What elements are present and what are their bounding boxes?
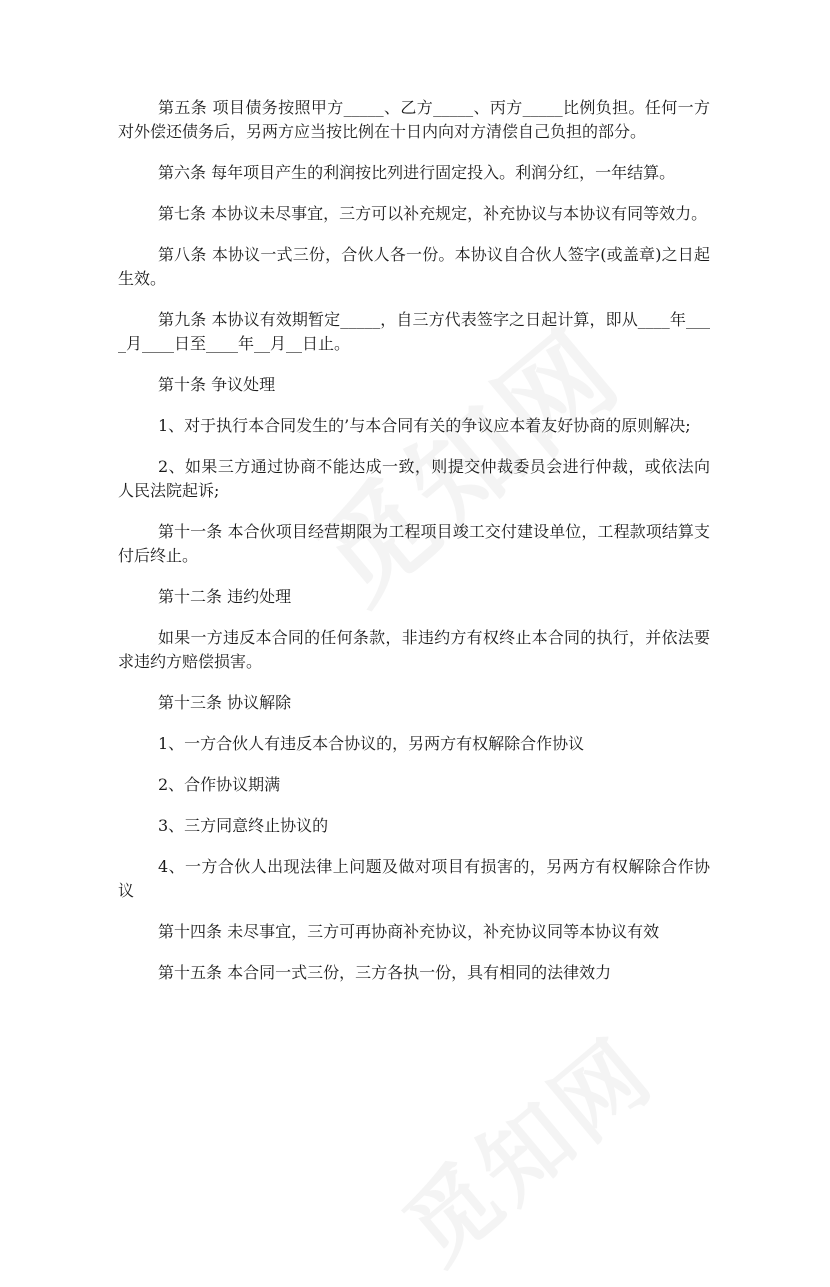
article-6: 第六条 每年项目产生的利润按比列进行固定投入。利润分红，一年结算。 [158,163,676,182]
article-11: 第十一条 本合伙项目经营期限为工程项目竣工交付建设单位，工程款项结算支付后终止。 [118,522,710,565]
article-10-heading: 第十条 争议处理 [158,375,276,394]
article-13-item-4: 4、一方合伙人出现法律上问题及做对项目有损害的，另两方有权解除合作协议 [118,857,710,900]
article-12-heading: 第十二条 违约处理 [158,587,292,606]
article-5: 第五条 项目债务按照甲方_____、乙方_____、丙方_____比例负担。任何一方对外偿还债务后，另两方应当按比例在十日内向对方清偿自己负担的部分。 [118,98,710,141]
article-7: 第七条 本协议未尽事宜，三方可以补充规定，补充协议与本协议有同等效力。 [158,204,708,223]
article-14: 第十四条 未尽事宜，三方可再协商补充协议，补充协议同等本协议有效 [158,922,660,941]
article-15: 第十五条 本合同一式三份，三方各执一份，具有相同的法律效力 [158,963,612,982]
article-12-body: 如果一方违反本合同的任何条款，非违约方有权终止本合同的执行，并依法要求违约方赔偿损害。 [118,628,710,671]
watermark-logo [372,1003,676,1287]
article-9: 第九条 本协议有效期暂定_____，自三方代表签字之日起计算，即从____年____月____日至____年__月__日止。 [118,310,710,353]
article-13-item-3: 3、三方同意终止协议的 [158,816,329,835]
document-body [118,96,710,985]
article-8: 第八条 本协议一式三份，合伙人各一份。本协议自合伙人签字(或盖章)之日起生效。 [118,245,710,288]
article-10-item-2: 2、如果三方通过协商不能达成一致，则提交仲裁委员会进行仲裁，或依法向人民法院起诉; [118,457,710,500]
article-13-heading: 第十三条 协议解除 [158,693,292,712]
article-13-item-2: 2、合作协议期满 [158,775,281,794]
article-13-item-1: 1、一方合伙人有违反本合协议的，另两方有权解除合作协议 [158,734,585,753]
article-10-item-1: 1、对于执行本合同发生的’与本合同有关的争议应本着友好协商的原则解决; [158,416,691,435]
